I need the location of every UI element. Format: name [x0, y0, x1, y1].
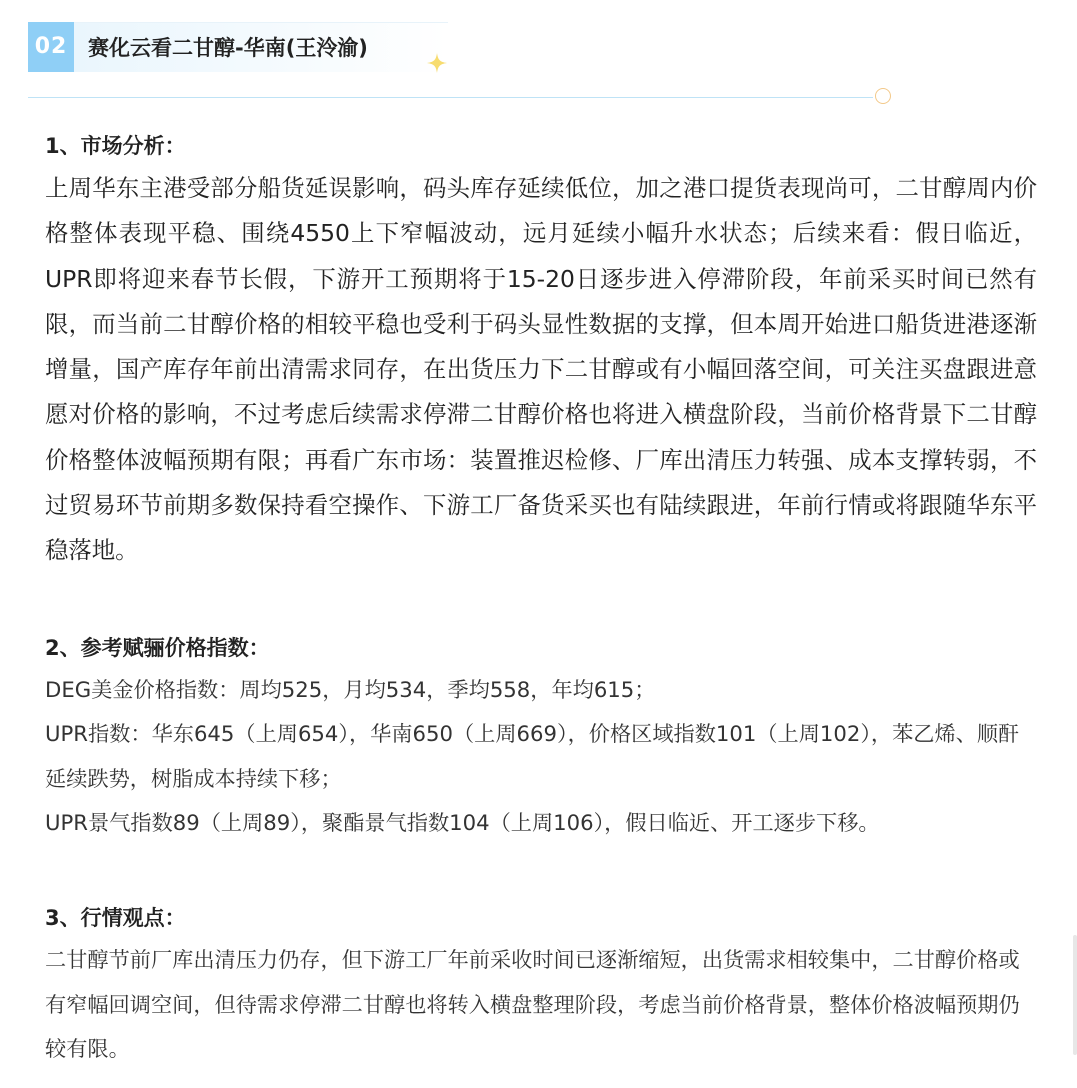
section-price-index: [45, 628, 1037, 846]
section-market-analysis: [45, 126, 1037, 574]
sparkle-icon: [426, 52, 448, 74]
scrollbar[interactable]: [1073, 935, 1077, 1055]
article-body: [45, 126, 1037, 1072]
section-heading: 1、市场分析：: [45, 134, 186, 158]
section-number: 02: [28, 22, 74, 72]
paragraph: UPR景气指数89（上周89），聚酯景气指数104（上周106），假日临近、开工逐步下移。: [45, 810, 880, 836]
section-title: 赛化云看二甘醇-华南(王泠渝): [88, 36, 368, 60]
paragraph: UPR指数：华东645（上周654），华南650（上周669），价格区域指数101（上周102），苯乙烯、顺酐延续跌势，树脂成本持续下移；: [45, 721, 1020, 791]
section-heading: 3、行情观点：: [45, 906, 186, 931]
section-header: [28, 22, 448, 74]
paragraph: 二甘醇节前厂库出清压力仍存，但下游工厂年前采收时间已逐渐缩短，出货需求相较集中，二甘醇价格或有窄幅回调空间，但待需求停滞二甘醇也将转入横盘整理阶段，考虑当前价格背景，整体价格波幅预期仍较有限。: [45, 947, 1020, 1062]
section-market-view: [45, 898, 1037, 1072]
paragraph: 上周华东主港受部分船货延误影响，码头库存延续低位，加之港口提货表现尚可，二甘醇周内价格整体表现平稳、围绕4550上下窄幅波动，远月延续小幅升水状态；后续来看：假日临近，UPR即将迎来春节长假，下游开工预期将于15-20日逐步进入停滞阶段，年前采买时间已然有限，而当前二甘醇价格的相较平稳也受利于码头显性数据的支撑，但本周开始进口船货进港逐渐增量，国产库存年前出清需求同存，在出货压力下二甘醇或有小幅回落空间，可关注买盘跟进意愿对价格的影响，不过考虑后续需求停滞二甘醇价格也将进入横盘阶段，当前价格背景下二甘醇价格整体波幅预期有限；再看广东市场：装置推迟检修、厂库出清压力转强、成本支撑转弱，不过贸易环节前期多数保持看空操作、下游工厂备货采买也有陆续跟进，年前行情或将跟随华东平稳落地。: [45, 174, 1037, 565]
section-title-bar: [74, 22, 448, 72]
divider-line: [28, 97, 873, 98]
paragraph: DEG美金价格指数：周均525，月均534，季均558，年均615；: [45, 676, 656, 702]
section-heading: 2、参考赋骊价格指数：: [45, 635, 270, 660]
circle-ornament-icon: [875, 88, 891, 104]
